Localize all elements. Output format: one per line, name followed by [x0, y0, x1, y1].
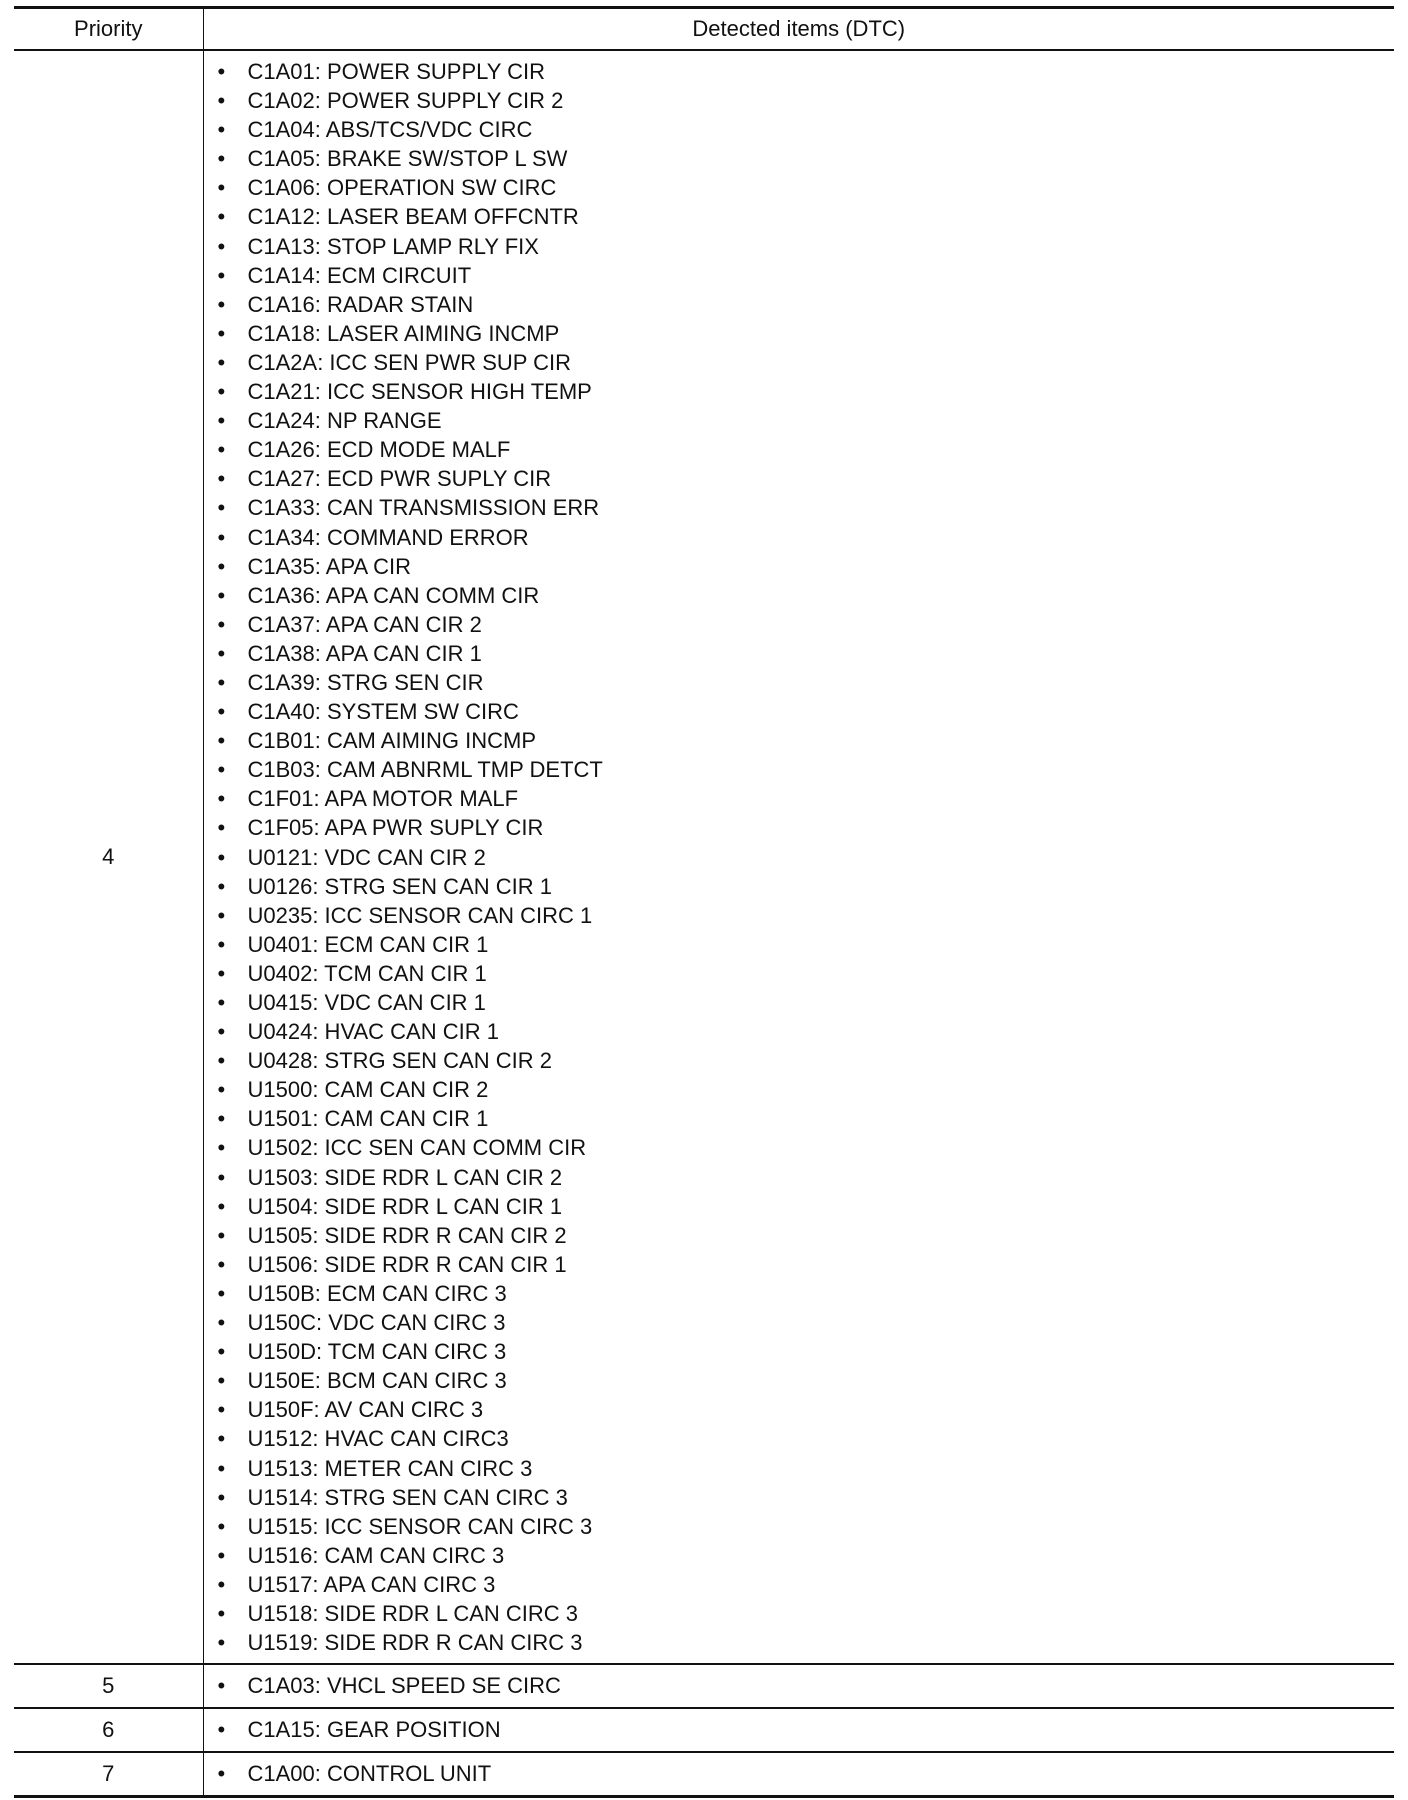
priority-cell: 6 — [14, 1708, 203, 1752]
dtc-list-item: • C1A12: LASER BEAM OFFCNTR — [218, 202, 1395, 231]
dtc-list-item: • U150B: ECM CAN CIRC 3 — [218, 1279, 1395, 1308]
dtc-list-item: • C1A24: NP RANGE — [218, 406, 1395, 435]
dtc-list-item: • C1F05: APA PWR SUPLY CIR — [218, 813, 1395, 842]
dtc-list-item: • C1A03: VHCL SPEED SE CIRC — [218, 1665, 1395, 1707]
dtc-list-item: • U1513: METER CAN CIRC 3 — [218, 1454, 1395, 1483]
dtc-list-item: • U1519: SIDE RDR R CAN CIRC 3 — [218, 1628, 1395, 1657]
dtc-list-item: • C1A06: OPERATION SW CIRC — [218, 173, 1395, 202]
dtc-list-item: • U0415: VDC CAN CIR 1 — [218, 988, 1395, 1017]
dtc-list-item: • C1A33: CAN TRANSMISSION ERR — [218, 493, 1395, 522]
dtc-list-item: • U1506: SIDE RDR R CAN CIR 1 — [218, 1250, 1395, 1279]
dtc-list-item: • U0402: TCM CAN CIR 1 — [218, 959, 1395, 988]
dtc-list-item: • U1518: SIDE RDR L CAN CIRC 3 — [218, 1599, 1395, 1628]
dtc-list-item: • C1A36: APA CAN COMM CIR — [218, 581, 1395, 610]
dtc-priority-table — [14, 6, 1394, 1798]
dtc-list — [204, 1665, 1395, 1707]
table-body — [14, 50, 1394, 1797]
table-row — [14, 1664, 1394, 1708]
dtc-list-item: • U1515: ICC SENSOR CAN CIRC 3 — [218, 1512, 1395, 1541]
detected-items-cell — [203, 1708, 1394, 1752]
dtc-list-item: • U1517: APA CAN CIRC 3 — [218, 1570, 1395, 1599]
dtc-list-item: • U1514: STRG SEN CAN CIRC 3 — [218, 1483, 1395, 1512]
dtc-list-item: • U0126: STRG SEN CAN CIR 1 — [218, 872, 1395, 901]
dtc-list — [204, 1709, 1395, 1751]
dtc-list-item: • U1500: CAM CAN CIR 2 — [218, 1075, 1395, 1104]
table-header-row — [14, 8, 1394, 51]
dtc-list-item: • U1504: SIDE RDR L CAN CIR 1 — [218, 1192, 1395, 1221]
detected-items-cell — [203, 1752, 1394, 1797]
detected-items-cell — [203, 1664, 1394, 1708]
dtc-list-item: • C1A34: COMMAND ERROR — [218, 523, 1395, 552]
dtc-list-item: • U150F: AV CAN CIRC 3 — [218, 1395, 1395, 1424]
dtc-list-item: • C1A15: GEAR POSITION — [218, 1709, 1395, 1751]
dtc-list-item: • U1505: SIDE RDR R CAN CIR 2 — [218, 1221, 1395, 1250]
dtc-list-item: • C1A14: ECM CIRCUIT — [218, 261, 1395, 290]
dtc-list-item: • C1A00: CONTROL UNIT — [218, 1753, 1395, 1795]
dtc-list-item: • U1512: HVAC CAN CIRC3 — [218, 1424, 1395, 1453]
dtc-list-item: • U150E: BCM CAN CIRC 3 — [218, 1366, 1395, 1395]
table-row — [14, 50, 1394, 1664]
priority-cell: 4 — [14, 50, 203, 1664]
dtc-list — [204, 57, 1395, 1657]
priority-cell: 5 — [14, 1664, 203, 1708]
table-row — [14, 1752, 1394, 1797]
dtc-list-item: • U0424: HVAC CAN CIR 1 — [218, 1017, 1395, 1046]
detected-items-cell — [203, 50, 1394, 1664]
dtc-list-item: • C1A38: APA CAN CIR 1 — [218, 639, 1395, 668]
dtc-list-item: • C1B01: CAM AIMING INCMP — [218, 726, 1395, 755]
dtc-list-item: • U0428: STRG SEN CAN CIR 2 — [218, 1046, 1395, 1075]
dtc-list-item: • C1A35: APA CIR — [218, 552, 1395, 581]
dtc-list-item: • U1516: CAM CAN CIRC 3 — [218, 1541, 1395, 1570]
dtc-list-item: • U1501: CAM CAN CIR 1 — [218, 1104, 1395, 1133]
dtc-list-item: • C1A40: SYSTEM SW CIRC — [218, 697, 1395, 726]
dtc-list-item: • U1503: SIDE RDR L CAN CIR 2 — [218, 1163, 1395, 1192]
priority-cell: 7 — [14, 1752, 203, 1797]
dtc-list-item: • C1A26: ECD MODE MALF — [218, 435, 1395, 464]
dtc-list-item: • C1A01: POWER SUPPLY CIR — [218, 57, 1395, 86]
dtc-list-item: • C1A2A: ICC SEN PWR SUP CIR — [218, 348, 1395, 377]
dtc-list-item: • C1A18: LASER AIMING INCMP — [218, 319, 1395, 348]
detected-items-column-header: Detected items (DTC) — [203, 8, 1394, 51]
dtc-list-item: • C1A37: APA CAN CIR 2 — [218, 610, 1395, 639]
dtc-list-item: • U150C: VDC CAN CIRC 3 — [218, 1308, 1395, 1337]
dtc-list-item: • C1A13: STOP LAMP RLY FIX — [218, 232, 1395, 261]
dtc-list-item: • C1A02: POWER SUPPLY CIR 2 — [218, 86, 1395, 115]
dtc-list-item: • C1A16: RADAR STAIN — [218, 290, 1395, 319]
dtc-list-item: • C1F01: APA MOTOR MALF — [218, 784, 1395, 813]
dtc-list-item: • C1A05: BRAKE SW/STOP L SW — [218, 144, 1395, 173]
dtc-list-item: • C1A04: ABS/TCS/VDC CIRC — [218, 115, 1395, 144]
dtc-list-item: • C1A39: STRG SEN CIR — [218, 668, 1395, 697]
dtc-list-item: • C1B03: CAM ABNRML TMP DETCT — [218, 755, 1395, 784]
dtc-list-item: • C1A21: ICC SENSOR HIGH TEMP — [218, 377, 1395, 406]
dtc-list-item: • U0121: VDC CAN CIR 2 — [218, 843, 1395, 872]
priority-column-header: Priority — [14, 8, 203, 51]
dtc-list-item: • C1A27: ECD PWR SUPLY CIR — [218, 464, 1395, 493]
dtc-list — [204, 1753, 1395, 1795]
dtc-list-item: • U0401: ECM CAN CIR 1 — [218, 930, 1395, 959]
dtc-list-item: • U1502: ICC SEN CAN COMM CIR — [218, 1133, 1395, 1162]
dtc-list-item: • U150D: TCM CAN CIRC 3 — [218, 1337, 1395, 1366]
dtc-list-item: • U0235: ICC SENSOR CAN CIRC 1 — [218, 901, 1395, 930]
table-row — [14, 1708, 1394, 1752]
